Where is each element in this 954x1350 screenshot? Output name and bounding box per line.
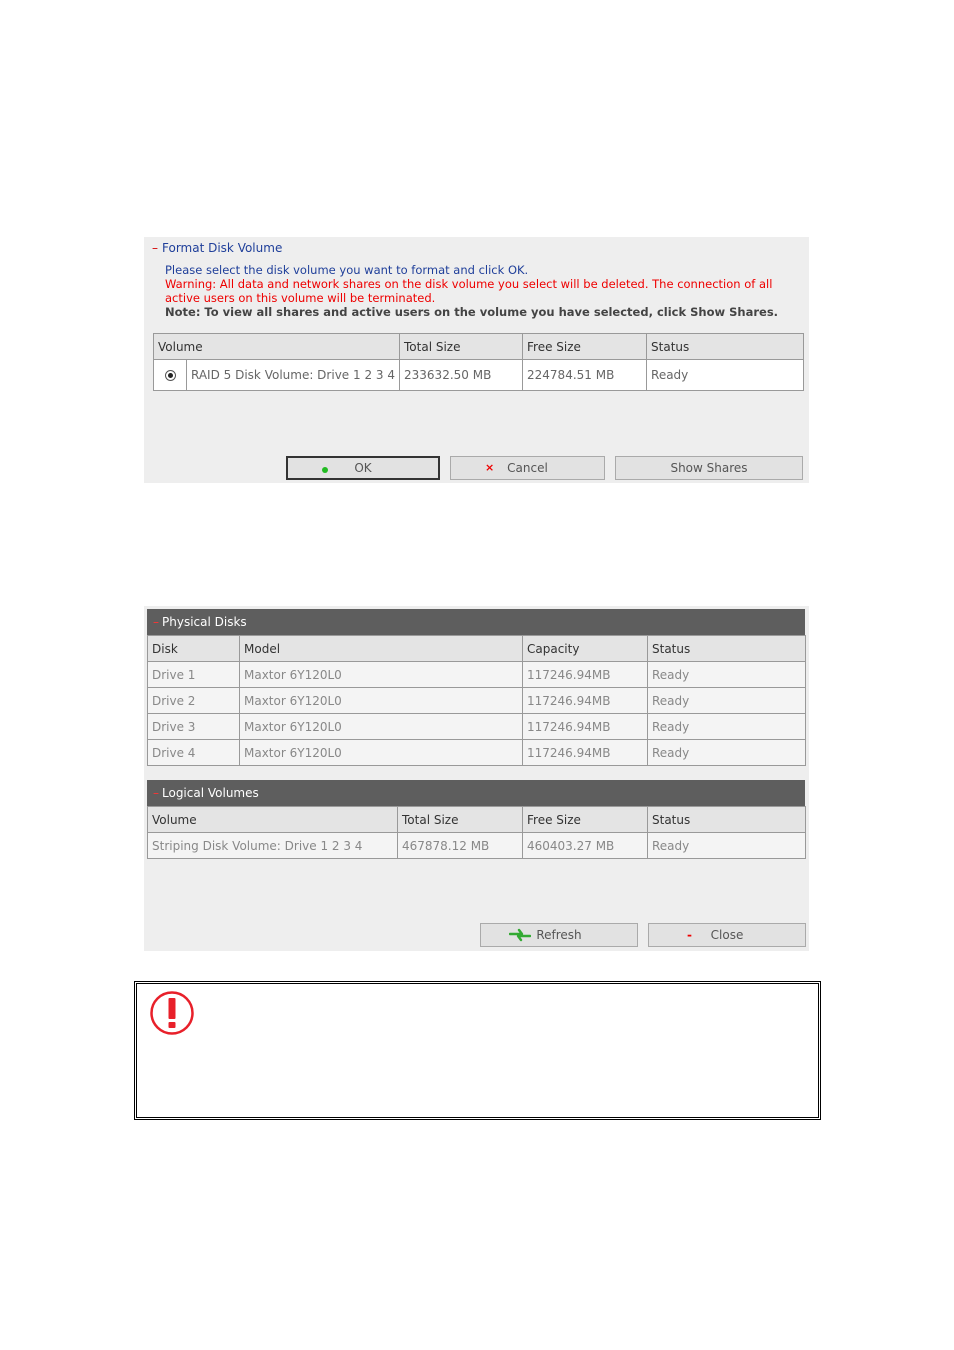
warning-box <box>134 981 821 1120</box>
close-button[interactable] <box>648 923 806 947</box>
disk-status: Ready <box>648 688 806 714</box>
physical-disks-title: Physical Disks <box>162 615 247 629</box>
disk-model: Maxtor 6Y120L0 <box>240 662 523 688</box>
disk-model: Maxtor 6Y120L0 <box>240 688 523 714</box>
table-row <box>148 833 806 859</box>
instructions <box>165 263 805 319</box>
ok-label: OK <box>354 461 372 475</box>
disk-capacity: 117246.94MB <box>523 662 648 688</box>
table-header-row <box>148 807 806 833</box>
disk-model: Maxtor 6Y120L0 <box>240 740 523 766</box>
physical-disks-table <box>147 635 806 766</box>
collapse-icon[interactable]: – <box>152 241 158 255</box>
volume-name: RAID 5 Disk Volume: Drive 1 2 3 4 <box>187 360 400 391</box>
header-free-size: Free Size <box>523 807 648 833</box>
volume-name: Striping Disk Volume: Drive 1 2 3 4 <box>148 833 398 859</box>
logical-volumes-title: Logical Volumes <box>162 786 259 800</box>
exclamation-circle-icon <box>149 990 195 1036</box>
volume-radio-button[interactable] <box>165 370 176 381</box>
disk-status: Ready <box>648 662 806 688</box>
header-disk: Disk <box>148 636 240 662</box>
physical-disks-header[interactable] <box>147 609 805 635</box>
table-row <box>148 662 806 688</box>
collapse-icon[interactable]: – <box>153 615 159 629</box>
format-title-text: Format Disk Volume <box>162 241 283 255</box>
disk-capacity: 117246.94MB <box>523 688 648 714</box>
disk-capacity: 117246.94MB <box>523 714 648 740</box>
table-row <box>148 688 806 714</box>
header-capacity: Capacity <box>523 636 648 662</box>
header-total-size: Total Size <box>400 334 523 360</box>
table-header-row <box>154 334 804 360</box>
table-header-row <box>148 636 806 662</box>
cancel-label: Cancel <box>507 461 548 475</box>
disk-status: Ready <box>648 714 806 740</box>
note-text: Note: To view all shares and active users on the volume you have selected, click Show Shares. <box>165 305 779 319</box>
header-volume: Volume <box>148 807 398 833</box>
refresh-label: Refresh <box>536 928 582 942</box>
format-disk-volume-panel <box>144 237 809 483</box>
volume-table <box>153 333 804 391</box>
format-panel-title[interactable] <box>152 241 282 255</box>
red-x-icon: × <box>485 461 495 474</box>
refresh-arrows-icon <box>509 928 531 942</box>
disk-name: Drive 4 <box>148 740 240 766</box>
disk-name: Drive 2 <box>148 688 240 714</box>
disk-status: Ready <box>648 740 806 766</box>
close-label: Close <box>710 928 744 942</box>
volume-total-size: 233632.50 MB <box>400 360 523 391</box>
volume-status: Ready <box>647 360 804 391</box>
logical-volumes-header[interactable] <box>147 780 805 806</box>
green-dot-icon <box>322 467 328 473</box>
header-volume: Volume <box>154 334 400 360</box>
instruction-text: Please select the disk volume you want to format and click OK. <box>165 263 529 277</box>
minus-icon: - <box>687 928 692 942</box>
header-free-size: Free Size <box>523 334 647 360</box>
disk-capacity: 117246.94MB <box>523 740 648 766</box>
collapse-icon[interactable]: – <box>153 786 159 800</box>
cancel-button[interactable] <box>450 456 605 480</box>
table-row <box>148 714 806 740</box>
header-model: Model <box>240 636 523 662</box>
disk-model: Maxtor 6Y120L0 <box>240 714 523 740</box>
header-total-size: Total Size <box>398 807 523 833</box>
disk-name: Drive 1 <box>148 662 240 688</box>
disk-name: Drive 3 <box>148 714 240 740</box>
show-shares-label: Show Shares <box>670 461 748 475</box>
header-status: Status <box>648 807 806 833</box>
header-status: Status <box>647 334 804 360</box>
disks-panel <box>144 606 809 951</box>
table-row[interactable] <box>154 360 804 391</box>
table-row <box>148 740 806 766</box>
volume-free-size: 224784.51 MB <box>523 360 647 391</box>
logical-volumes-table <box>147 806 806 859</box>
volume-radio-cell[interactable] <box>154 360 187 391</box>
volume-total-size: 467878.12 MB <box>398 833 523 859</box>
warning-text: Warning: All data and network shares on the disk volume you select will be deleted. The connection of all active users on this volume will be terminated. <box>165 277 773 305</box>
volume-status: Ready <box>648 833 806 859</box>
ok-button[interactable] <box>286 456 440 480</box>
show-shares-button[interactable] <box>615 456 803 480</box>
volume-free-size: 460403.27 MB <box>523 833 648 859</box>
header-status: Status <box>648 636 806 662</box>
refresh-button[interactable] <box>480 923 638 947</box>
